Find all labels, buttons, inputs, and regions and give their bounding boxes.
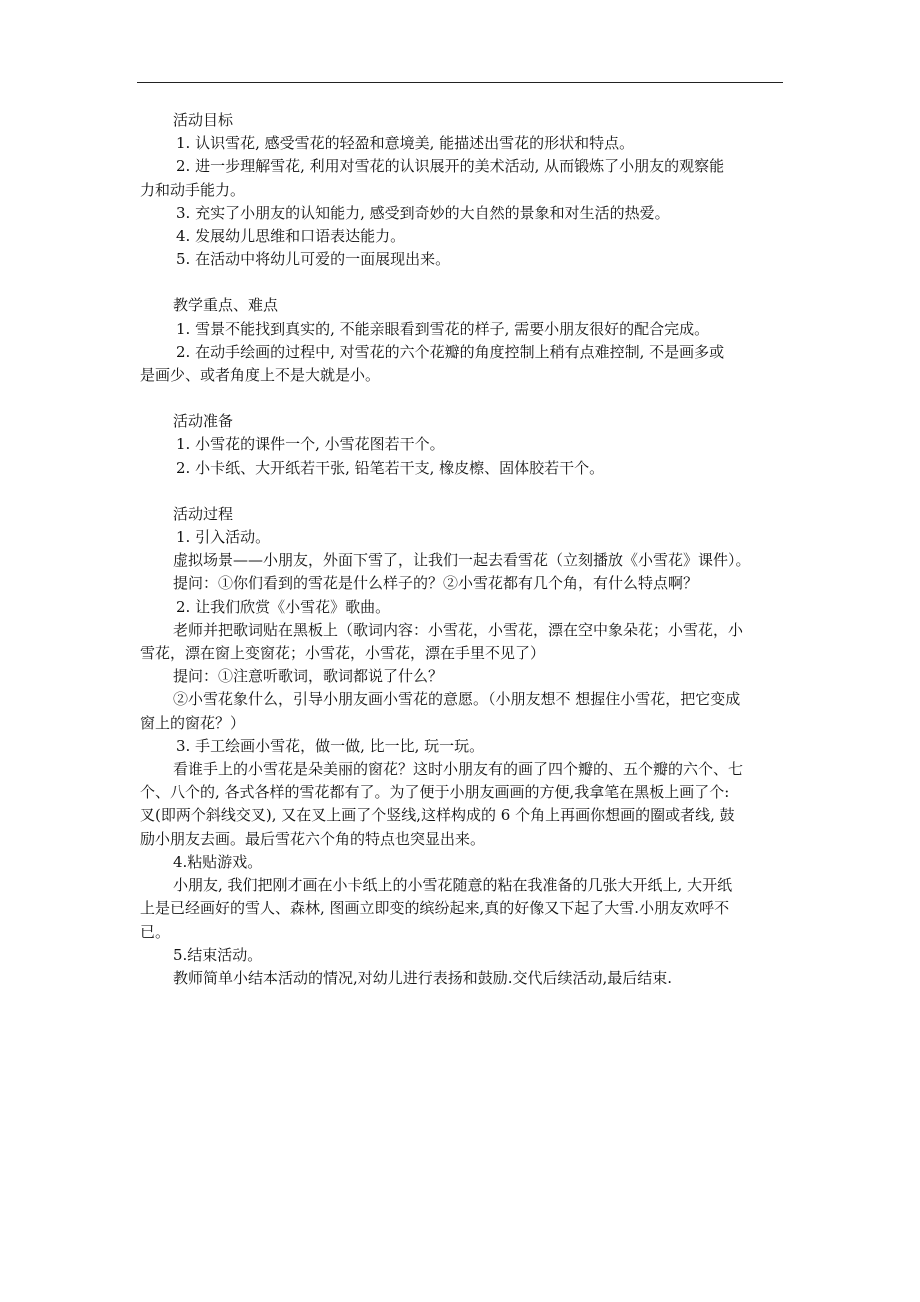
section-heading-preparation: 活动准备 [173,412,234,431]
process-text-continuation: 叉(即两个斜线交叉), 又在叉上画了个竖线,这样构成的 6 个角上再画你想画的圈或者线, 鼓 [140,806,735,825]
key-point-continuation: 是画少、或者角度上不是大就是小。 [140,366,381,385]
process-step-title: 3. 手工绘画小雪花，做一做, 比一比, 玩一玩。 [176,736,485,755]
section-heading-goals: 活动目标 [173,111,234,129]
process-step-title: 2. 让我们欣赏《小雪花》歌曲。 [176,597,391,616]
goal-item: 2. 进一步理解雪花, 利用对雪花的认识展开的美术活动, 从而锻炼了小朋友的观察能 [176,157,725,176]
document-body [140,109,785,990]
key-point-item: 1. 雪景不能找到真实的, 不能亲眼看到雪花的样子, 需要小朋友很好的配合完成。 [176,319,710,338]
process-text: ②小雪花象什么，引导小朋友画小雪花的意愿。（小朋友想不 想握住小雪花，把它变成 [173,690,741,709]
process-text: 教师简单小结本活动的情况,对幼儿进行表扬和鼓励.交代后续活动,最后结束. [173,968,673,987]
preparation-item: 1. 小雪花的课件一个, 小雪花图若干个。 [176,435,445,454]
process-text: 虚拟场景——小朋友，外面下雪了，让我们一起去看雪花（立刻播放《小雪花》课件）。 [173,551,751,570]
key-point-item: 2. 在动手绘画的过程中, 对雪花的六个花瓣的角度控制上稍有点难控制, 不是画多或 [176,342,725,361]
process-text: 老师并把歌词贴在黑板上（歌词内容：小雪花，小雪花，漂在空中象朵花；小雪花，小 [173,620,744,639]
process-step-title: 1. 引入活动。 [176,528,271,547]
section-heading-key-points: 教学重点、难点 [173,296,279,315]
header-rule [137,82,783,83]
process-text-continuation: 已。 [140,922,171,941]
goal-item: 5. 在活动中将幼儿可爱的一面展现出来。 [176,250,451,269]
process-step-title: 5.结束活动。 [173,945,263,964]
process-text: 提问：①注意听歌词，歌词都说了什么？ [173,667,444,686]
process-text-continuation: 雪花，漂在窗上变窗花；小雪花，小雪花，漂在手里不见了） [140,644,546,663]
goal-item: 4. 发展幼儿思维和口语表达能力。 [176,227,406,246]
process-step-title: 4.粘贴游戏。 [173,852,263,871]
process-text-continuation: 个、八个的, 各式各样的雪花都有了。为了便于小朋友画画的方便,我拿笔在黑板上画了个: [140,783,730,802]
process-text-continuation: 窗上的窗花？） [140,713,246,732]
process-text: 提问：①你们看到的雪花是什么样子的？②小雪花都有几个角，有什么特点啊？ [173,574,699,593]
process-text: 看谁手上的小雪花是朵美丽的窗花？这时小朋友有的画了四个瓣的、五个瓣的六个、七 [173,760,744,779]
process-text-continuation: 励小朋友去画。最后雪花六个角的特点也突显出来。 [140,829,486,848]
section-heading-process: 活动过程 [173,504,234,523]
process-text: 小朋友, 我们把刚才画在小卡纸上的小雪花随意的粘在我准备的几张大开纸上, 大开纸 [173,876,733,895]
goal-item-continuation: 力和动手能力。 [140,180,246,199]
preparation-item: 2. 小卡纸、大开纸若干张, 铅笔若干支, 橡皮檫、固体胶若干个。 [176,458,605,477]
goal-item: 1. 认识雪花, 感受雪花的轻盈和意境美, 能描述出雪花的形状和特点。 [176,134,635,153]
process-text-continuation: 上是已经画好的雪人、森林, 图画立即变的缤纷起来,真的好像又下起了大雪.小朋友欢呼不 [140,899,730,918]
goal-item: 3. 充实了小朋友的认知能力, 感受到奇妙的大自然的景象和对生活的热爱。 [176,203,670,222]
